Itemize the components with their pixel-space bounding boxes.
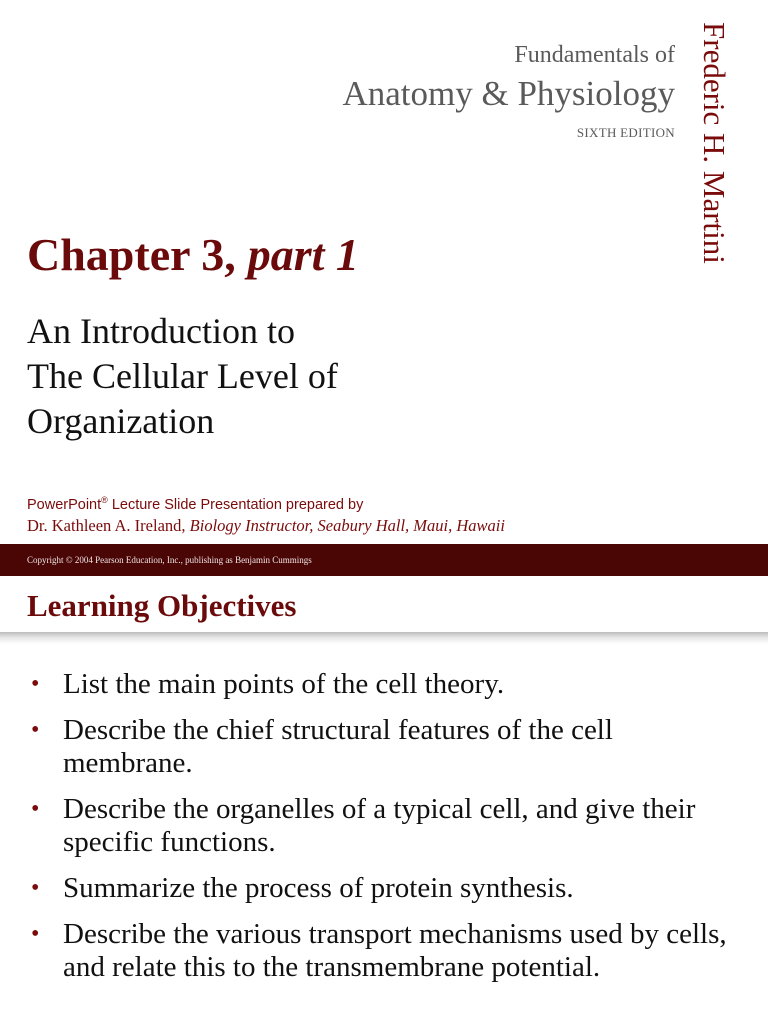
objective-text: Summarize the process of protein synthesis. — [63, 872, 574, 904]
objectives-list — [27, 668, 747, 997]
subtitle-line: An Introduction to — [27, 311, 295, 351]
copyright-bar — [0, 544, 768, 576]
list-item — [27, 668, 747, 701]
chapter-part: part 1 — [247, 229, 359, 280]
objective-text: Describe the organelles of a typical cell, and give their specific functions. — [63, 793, 696, 858]
list-item — [27, 714, 747, 780]
credit-text: Lecture Slide Presentation prepared by — [107, 496, 364, 513]
chapter-title — [27, 228, 359, 281]
book-subtitle: Fundamentals of — [514, 42, 675, 68]
list-item — [27, 872, 747, 905]
objectives-title: Learning Objectives — [27, 588, 297, 623]
objective-text: Describe the chief structural features of the cell membrane. — [63, 714, 613, 779]
bullet-icon: • — [31, 671, 40, 697]
preparer-role: Biology Instructor, Seabury Hall, Maui, Hawaii — [189, 516, 505, 535]
author-vertical — [696, 22, 736, 292]
title-divider — [0, 632, 768, 644]
author-name: Frederic H. Martini — [697, 22, 732, 264]
registered-mark: ® — [101, 495, 108, 505]
chapter-number: Chapter 3, — [27, 229, 236, 280]
bullet-icon: • — [31, 717, 40, 743]
objective-text: List the main points of the cell theory. — [63, 668, 505, 700]
subtitle-line: The Cellular Level of — [27, 356, 338, 396]
bullet-icon: • — [31, 875, 40, 901]
objectives-slide — [0, 576, 768, 1024]
objective-text: Describe the various transport mechanisms used by cells, and relate this to the transmembrane potential. — [63, 918, 727, 983]
bullet-icon: • — [31, 921, 40, 947]
preparer-name: Dr. Kathleen A. Ireland, — [27, 516, 190, 535]
presentation-credit — [27, 495, 363, 513]
powerpoint-name: PowerPoint — [27, 496, 102, 513]
bullet-icon: • — [31, 796, 40, 822]
preparer-line — [27, 516, 505, 536]
chapter-subtitle — [27, 309, 338, 444]
copyright-text: Copyright © 2004 Pearson Education, Inc., publishing as Benjamin Cummings — [27, 555, 312, 565]
list-item — [27, 918, 747, 984]
list-item — [27, 793, 747, 859]
subtitle-line: Organization — [27, 401, 215, 441]
book-title: Anatomy & Physiology — [342, 74, 675, 113]
book-edition: SIXTH EDITION — [576, 125, 675, 140]
